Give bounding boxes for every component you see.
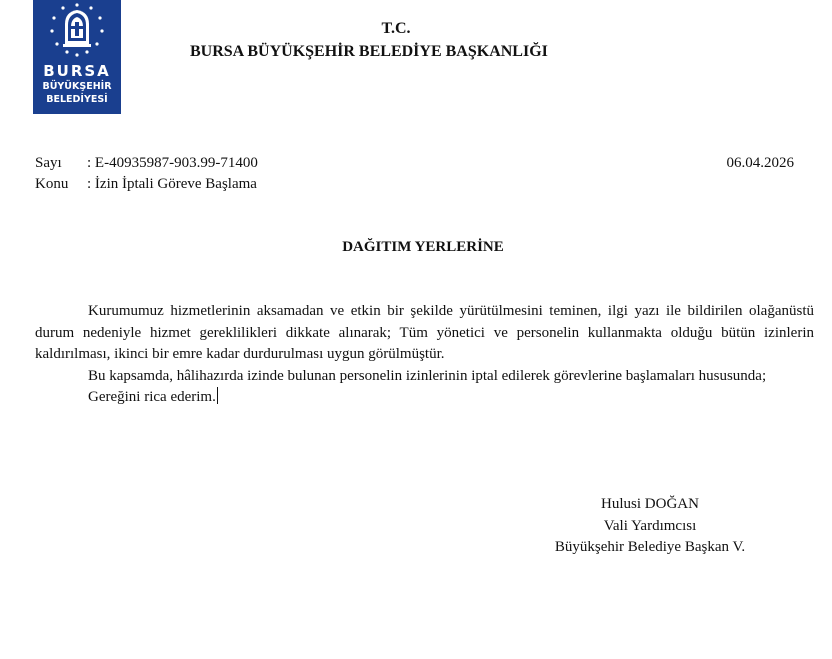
signature-block xyxy=(520,494,780,559)
body-paragraph-1: Kurumumuz hizmetlerinin aksamadan ve etkin bir şekilde yürütülmesini teminen, ilgi yazı ile bildirilen olağanüstü durum nedeniyle hizmet gereklilikleri dikkate alınarak; Tüm yönetici ve personelin kullanmakta olduğu bütün izinlerin kaldırılması, ikinci bir emre kadar durdurulması uygun görülmüştür. xyxy=(35,303,814,362)
signatory-office: Büyükşehir Belediye Başkan V. xyxy=(554,539,746,555)
meta-konu-row xyxy=(35,176,257,193)
meta-sayi-row xyxy=(35,155,258,172)
document-date: 06.04.2026 xyxy=(726,155,794,171)
logo-city-text: BURSA xyxy=(43,62,111,80)
bursa-municipality-logo xyxy=(33,0,121,114)
body-paragraph-2: Bu kapsamda, hâlihazırda izinde bulunan personelin izinlerinin iptal edilerek görevlerine başlamaları hususunda; xyxy=(88,367,767,384)
document-body[interactable] xyxy=(35,301,814,409)
sayi-value: : E-40935987-903.99-71400 xyxy=(87,155,258,171)
text-cursor xyxy=(217,387,218,404)
logo-subtitle-line2: BELEDİYESİ xyxy=(46,94,108,105)
konu-label: Konu xyxy=(35,176,69,192)
header-institution: BURSA BÜYÜKŞEHİR BELEDİYE BAŞKANLIĞI xyxy=(190,43,548,60)
signatory-name: Hulusi DOĞAN xyxy=(601,496,699,512)
body-paragraph-3 xyxy=(35,387,814,409)
konu-value: : İzin İptali Göreve Başlama xyxy=(87,176,257,192)
signatory-role: Vali Yardımcısı xyxy=(603,517,697,534)
sayi-label: Sayı xyxy=(35,155,62,171)
distribution-title: DAĞITIM YERLERİNE xyxy=(342,239,504,255)
logo-subtitle-line1: BÜYÜKŞEHİR xyxy=(42,81,112,92)
header-republic: T.C. xyxy=(381,20,411,37)
closing-text: Gereğini rica ederim. xyxy=(88,389,216,405)
